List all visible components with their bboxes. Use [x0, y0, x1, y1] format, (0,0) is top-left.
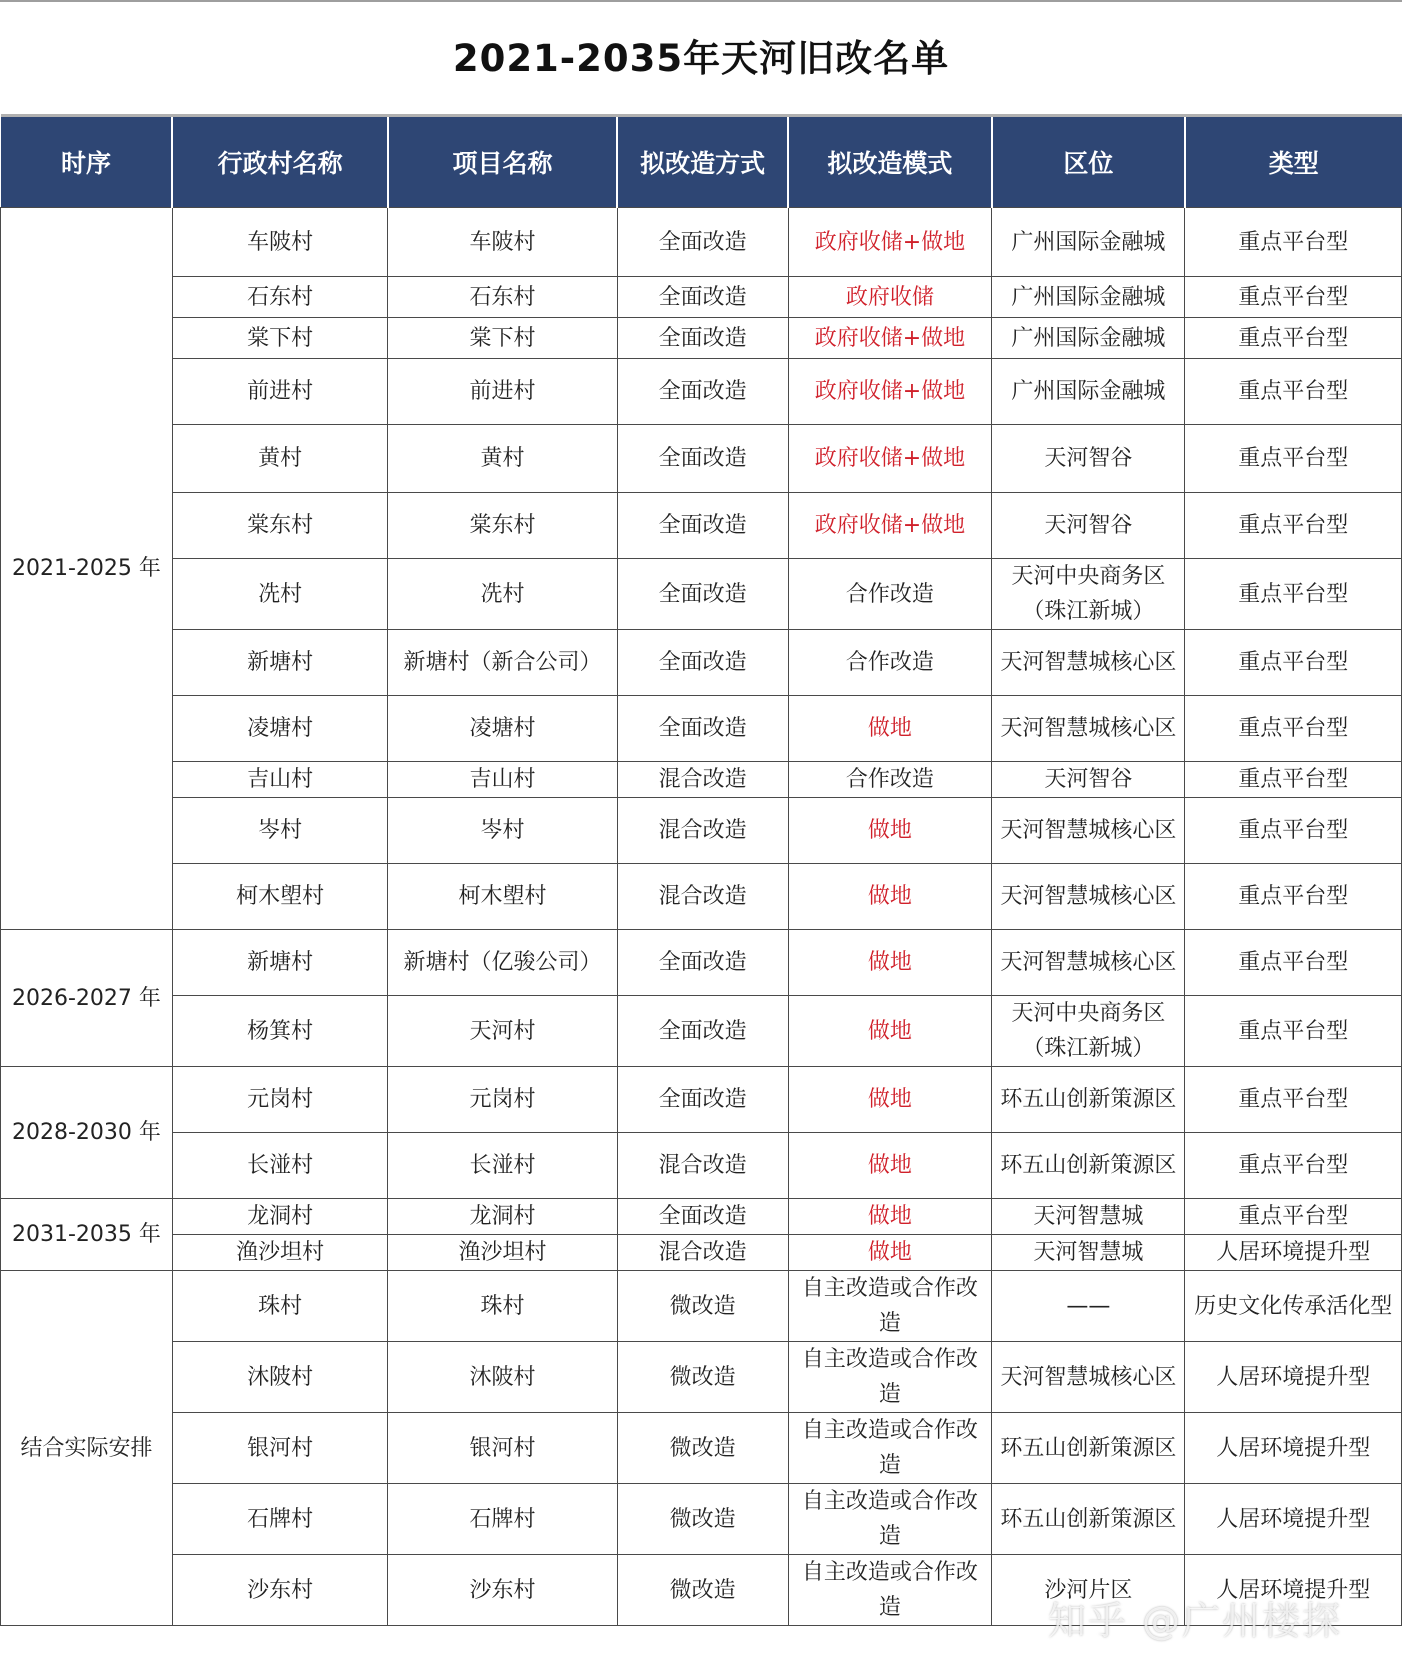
- village-cell: 龙洞村: [172, 1199, 387, 1235]
- project-cell: 石东村: [388, 277, 617, 318]
- project-cell: 新塘村（新合公司）: [388, 630, 617, 696]
- location-cell: ——: [992, 1271, 1185, 1342]
- project-cell: 冼村: [388, 559, 617, 630]
- method-cell: 全面改造: [617, 425, 788, 493]
- table-row: [1, 425, 1402, 493]
- mode-cell: 做地: [788, 696, 992, 762]
- mode-cell: 做地: [788, 930, 992, 996]
- location-cell: 广州国际金融城: [992, 359, 1185, 425]
- village-cell: 棠东村: [172, 493, 387, 559]
- project-cell: 黄村: [388, 425, 617, 493]
- village-cell: 凌塘村: [172, 696, 387, 762]
- method-cell: 混合改造: [617, 762, 788, 798]
- village-cell: 车陂村: [172, 208, 387, 277]
- method-cell: 全面改造: [617, 996, 788, 1067]
- village-cell: 柯木塱村: [172, 864, 387, 930]
- table-row: [1, 559, 1402, 630]
- table-row: [1, 1067, 1402, 1133]
- type-cell: 重点平台型: [1185, 277, 1402, 318]
- header-period: 时序: [1, 116, 173, 208]
- mode-cell: 合作改造: [788, 630, 992, 696]
- type-cell: 人居环境提升型: [1185, 1342, 1402, 1413]
- village-cell: 棠下村: [172, 318, 387, 359]
- village-cell: 石东村: [172, 277, 387, 318]
- type-cell: 重点平台型: [1185, 630, 1402, 696]
- project-cell: 新塘村（亿骏公司）: [388, 930, 617, 996]
- village-cell: 渔沙坦村: [172, 1235, 387, 1271]
- period-cell: 2028-2030 年: [1, 1067, 173, 1199]
- mode-cell: 做地: [788, 1235, 992, 1271]
- table-row: [1, 1133, 1402, 1199]
- method-cell: 微改造: [617, 1342, 788, 1413]
- project-cell: 石牌村: [388, 1484, 617, 1555]
- mode-cell: 做地: [788, 864, 992, 930]
- location-cell: 天河智谷: [992, 425, 1185, 493]
- village-cell: 新塘村: [172, 930, 387, 996]
- method-cell: 微改造: [617, 1413, 788, 1484]
- project-cell: 凌塘村: [388, 696, 617, 762]
- header-mode: 拟改造模式: [788, 116, 992, 208]
- table-row: [1, 1271, 1402, 1342]
- table-row: [1, 930, 1402, 996]
- table-row: [1, 1484, 1402, 1555]
- location-cell: 环五山创新策源区: [992, 1413, 1185, 1484]
- project-cell: 元岗村: [388, 1067, 617, 1133]
- method-cell: 全面改造: [617, 1067, 788, 1133]
- type-cell: 历史文化传承活化型: [1185, 1271, 1402, 1342]
- location-cell: 广州国际金融城: [992, 208, 1185, 277]
- table-row: [1, 1235, 1402, 1271]
- type-cell: 重点平台型: [1185, 996, 1402, 1067]
- header-village: 行政村名称: [172, 116, 387, 208]
- table-row: [1, 630, 1402, 696]
- mode-cell: 做地: [788, 996, 992, 1067]
- location-cell: 天河智慧城: [992, 1199, 1185, 1235]
- mode-cell: 做地: [788, 798, 992, 864]
- table-row: [1, 1413, 1402, 1484]
- table-row: [1, 798, 1402, 864]
- project-cell: 柯木塱村: [388, 864, 617, 930]
- type-cell: 人居环境提升型: [1185, 1555, 1402, 1626]
- location-cell: 沙河片区: [992, 1555, 1185, 1626]
- period-cell: 2031-2035 年: [1, 1199, 173, 1271]
- village-cell: 冼村: [172, 559, 387, 630]
- mode-cell: 政府收储+做地: [788, 425, 992, 493]
- location-cell: 天河智慧城核心区: [992, 1342, 1185, 1413]
- method-cell: 混合改造: [617, 798, 788, 864]
- project-cell: 棠东村: [388, 493, 617, 559]
- top-rule: [0, 0, 1402, 2]
- header-project: 项目名称: [388, 116, 617, 208]
- project-cell: 渔沙坦村: [388, 1235, 617, 1271]
- project-cell: 长湴村: [388, 1133, 617, 1199]
- type-cell: 重点平台型: [1185, 930, 1402, 996]
- project-cell: 天河村: [388, 996, 617, 1067]
- table-row: [1, 493, 1402, 559]
- village-cell: 新塘村: [172, 630, 387, 696]
- location-cell: 广州国际金融城: [992, 277, 1185, 318]
- project-cell: 棠下村: [388, 318, 617, 359]
- table-row: [1, 277, 1402, 318]
- village-cell: 前进村: [172, 359, 387, 425]
- method-cell: 全面改造: [617, 493, 788, 559]
- type-cell: 重点平台型: [1185, 208, 1402, 277]
- location-cell: 天河智谷: [992, 493, 1185, 559]
- type-cell: 重点平台型: [1185, 493, 1402, 559]
- location-cell: 环五山创新策源区: [992, 1484, 1185, 1555]
- project-cell: 前进村: [388, 359, 617, 425]
- page-title: 2021-2035年天河旧改名单: [452, 37, 950, 80]
- mode-cell: 做地: [788, 1199, 992, 1235]
- village-cell: 长湴村: [172, 1133, 387, 1199]
- village-cell: 石牌村: [172, 1484, 387, 1555]
- village-cell: 沐陂村: [172, 1342, 387, 1413]
- method-cell: 全面改造: [617, 277, 788, 318]
- mode-cell: 合作改造: [788, 762, 992, 798]
- village-cell: 珠村: [172, 1271, 387, 1342]
- type-cell: 人居环境提升型: [1185, 1413, 1402, 1484]
- location-cell: 天河智慧城核心区: [992, 930, 1185, 996]
- table-row: [1, 1199, 1402, 1235]
- location-cell: 天河智慧城核心区: [992, 798, 1185, 864]
- header-row: [1, 116, 1402, 208]
- header-type: 类型: [1185, 116, 1402, 208]
- type-cell: 人居环境提升型: [1185, 1235, 1402, 1271]
- mode-cell: 政府收储: [788, 277, 992, 318]
- type-cell: 重点平台型: [1185, 318, 1402, 359]
- location-cell: 天河智慧城: [992, 1235, 1185, 1271]
- type-cell: 重点平台型: [1185, 559, 1402, 630]
- method-cell: 全面改造: [617, 930, 788, 996]
- project-cell: 吉山村: [388, 762, 617, 798]
- mode-cell: 政府收储+做地: [788, 493, 992, 559]
- period-cell: 2021-2025 年: [1, 208, 173, 930]
- project-cell: 龙洞村: [388, 1199, 617, 1235]
- mode-cell: 自主改造或合作改造: [788, 1484, 992, 1555]
- village-cell: 银河村: [172, 1413, 387, 1484]
- method-cell: 全面改造: [617, 318, 788, 359]
- mode-cell: 自主改造或合作改造: [788, 1555, 992, 1626]
- method-cell: 混合改造: [617, 1235, 788, 1271]
- location-cell: 环五山创新策源区: [992, 1067, 1185, 1133]
- location-cell: 天河中央商务区（珠江新城）: [992, 559, 1185, 630]
- project-cell: 沙东村: [388, 1555, 617, 1626]
- location-cell: 天河智慧城核心区: [992, 696, 1185, 762]
- location-cell: 天河智慧城核心区: [992, 864, 1185, 930]
- type-cell: 重点平台型: [1185, 798, 1402, 864]
- mode-cell: 做地: [788, 1133, 992, 1199]
- method-cell: 微改造: [617, 1484, 788, 1555]
- type-cell: 重点平台型: [1185, 1067, 1402, 1133]
- type-cell: 重点平台型: [1185, 359, 1402, 425]
- mode-cell: 自主改造或合作改造: [788, 1271, 992, 1342]
- location-cell: 天河智谷: [992, 762, 1185, 798]
- method-cell: 混合改造: [617, 1133, 788, 1199]
- header-location: 区位: [992, 116, 1185, 208]
- method-cell: 混合改造: [617, 864, 788, 930]
- watermark: 知乎 @广州楼探: [1047, 1599, 1342, 1643]
- project-cell: 银河村: [388, 1413, 617, 1484]
- village-cell: 元岗村: [172, 1067, 387, 1133]
- village-cell: 杨箕村: [172, 996, 387, 1067]
- type-cell: 重点平台型: [1185, 864, 1402, 930]
- method-cell: 全面改造: [617, 208, 788, 277]
- village-cell: 沙东村: [172, 1555, 387, 1626]
- location-cell: 环五山创新策源区: [992, 1133, 1185, 1199]
- table-row: [1, 696, 1402, 762]
- method-cell: 微改造: [617, 1555, 788, 1626]
- project-cell: 沐陂村: [388, 1342, 617, 1413]
- period-cell: 2026-2027 年: [1, 930, 173, 1067]
- type-cell: 重点平台型: [1185, 762, 1402, 798]
- mode-cell: 自主改造或合作改造: [788, 1342, 992, 1413]
- type-cell: 重点平台型: [1185, 1133, 1402, 1199]
- table-row: [1, 208, 1402, 277]
- table-row: [1, 359, 1402, 425]
- table-row: [1, 864, 1402, 930]
- project-cell: 珠村: [388, 1271, 617, 1342]
- type-cell: 重点平台型: [1185, 425, 1402, 493]
- project-cell: 车陂村: [388, 208, 617, 277]
- method-cell: 全面改造: [617, 559, 788, 630]
- method-cell: 全面改造: [617, 359, 788, 425]
- project-cell: 岑村: [388, 798, 617, 864]
- location-cell: 天河中央商务区（珠江新城）: [992, 996, 1185, 1067]
- table-row: [1, 762, 1402, 798]
- mode-cell: 做地: [788, 1067, 992, 1133]
- period-cell: 结合实际安排: [1, 1271, 173, 1626]
- village-cell: 黄村: [172, 425, 387, 493]
- table-row: [1, 996, 1402, 1067]
- table-row: [1, 318, 1402, 359]
- village-cell: 岑村: [172, 798, 387, 864]
- method-cell: 全面改造: [617, 1199, 788, 1235]
- village-cell: 吉山村: [172, 762, 387, 798]
- location-cell: 广州国际金融城: [992, 318, 1185, 359]
- method-cell: 全面改造: [617, 630, 788, 696]
- header-method: 拟改造方式: [617, 116, 788, 208]
- method-cell: 微改造: [617, 1271, 788, 1342]
- type-cell: 重点平台型: [1185, 696, 1402, 762]
- type-cell: 重点平台型: [1185, 1199, 1402, 1235]
- mode-cell: 政府收储+做地: [788, 318, 992, 359]
- renovation-table: [0, 114, 1402, 1626]
- mode-cell: 自主改造或合作改造: [788, 1413, 992, 1484]
- method-cell: 全面改造: [617, 696, 788, 762]
- table-row: [1, 1342, 1402, 1413]
- mode-cell: 政府收储+做地: [788, 208, 992, 277]
- type-cell: 人居环境提升型: [1185, 1484, 1402, 1555]
- mode-cell: 政府收储+做地: [788, 359, 992, 425]
- mode-cell: 合作改造: [788, 559, 992, 630]
- location-cell: 天河智慧城核心区: [992, 630, 1185, 696]
